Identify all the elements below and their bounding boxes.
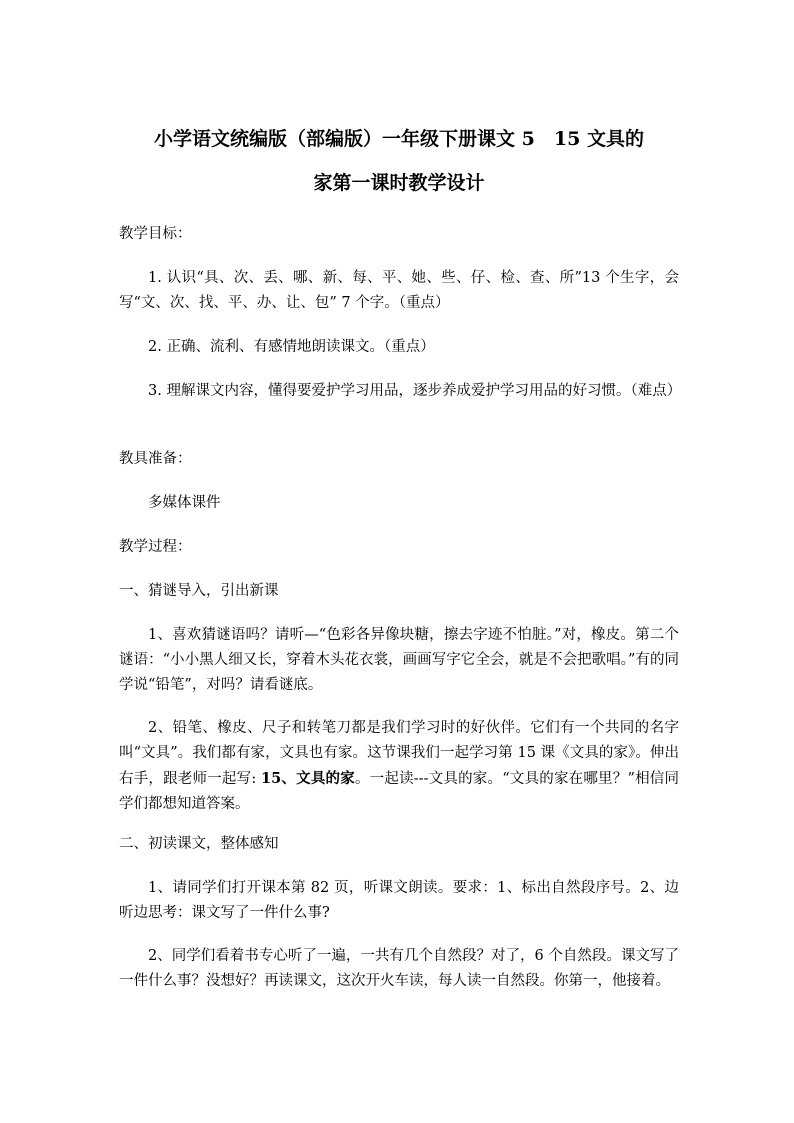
section-1-title: 一、猜谜导入，引出新课	[119, 583, 279, 599]
lesson-title-bold: 15、文具的家	[261, 770, 355, 787]
document-title-line-2: 家第一课时教学设计	[313, 172, 485, 194]
goals-heading: 教学目标：	[119, 226, 192, 242]
section-2-paragraph-2: 2、同学们看着书专心听了一遍，一共有几个自然段？对了，6 个自然段。课文写了一件什么事？没想好？再读课文，这次开火车读，每人读一自然段。你第一，他接着。	[119, 948, 679, 989]
goal-item-1: 1. 认识“具、次、丢、哪、新、每、平、她、些、仔、检、查、所”13 个生字，会写“文、次、找、平、办、让、包” 7 个字。（重点）	[119, 270, 679, 311]
goal-item-2: 2. 正确、流利、有感情地朗读课文。（重点）	[148, 339, 435, 355]
section-1-paragraph-2	[119, 716, 679, 817]
prep-heading: 教具准备：	[119, 451, 192, 467]
section-1-paragraph-1: 1、喜欢猜谜语吗？请听—“色彩各异像块糖，擦去字迹不怕脏。”对，橡皮。第二个谜语：“小小黑人细又长，穿着木头花衣裳，画画写字它全会，就是不会把歌唱。”有的同学说“铅笔”，对吗？请看谜底。	[119, 627, 679, 693]
section-2-title: 二、初读课文，整体感知	[119, 836, 279, 852]
paragraph-text: 2、铅笔、橡皮、尺子和转笔刀都是我们学习时的好伙伴。它们有一个共同的名字叫“文具”。我们都有家，文具也有家。这节课我们一起学习第 15 课《文具的家》。伸出右手，跟老师一起写:	[119, 720, 679, 787]
prep-item: 多媒体课件	[148, 495, 221, 511]
process-heading: 教学过程：	[119, 539, 192, 555]
document-title-line-1: 小学语文统编版（部编版）一年级下册课文 5 15 文具的	[154, 128, 644, 150]
paragraph-text: 。一起读---文具的家。“文具的家在哪里？”相信同学们都想知道答案。	[119, 771, 679, 812]
goal-item-3: 3. 理解课文内容，懂得要爱护学习用品，逐步养成爱护学习用品的好习惯。（难点）	[148, 383, 682, 399]
section-2-paragraph-1: 1、请同学们打开课本第 82 页，听课文朗读。要求：1、标出自然段序号。2、边听边思考：课文写了一件什么事?	[119, 880, 679, 921]
